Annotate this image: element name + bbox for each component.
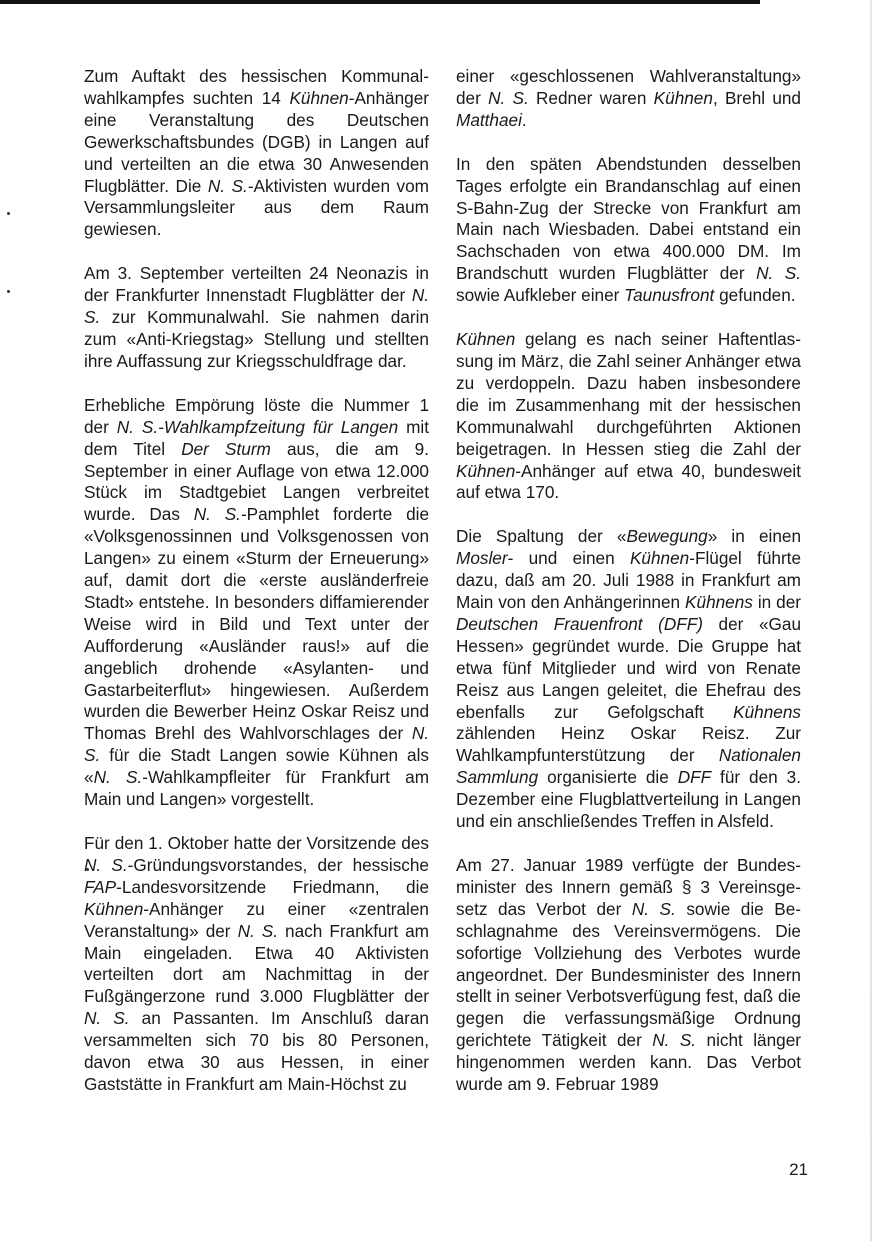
text-run: -Wahlkampfleiter für Frankfurt am Main und Langen» vorgestellt.	[84, 767, 430, 810]
page-number: 21	[789, 1160, 808, 1179]
paragraph	[456, 526, 801, 833]
italic-run: Matthaei	[456, 109, 522, 130]
text-run: sowie die Beschlagnahme des Vereinsvermögens. Die sofortige Vollziehung des Verbotes wurde angeordnet. Der Bundesminister des Innern stellt in seiner Verbotsverfügung fest, daß die gegen die verfassungsmäßige Ordnung gerichtete Tätigkeit der	[456, 898, 801, 1051]
italic-run: DFF	[677, 767, 712, 788]
text-run: in der	[752, 592, 801, 613]
italic-run: N. S.	[488, 87, 529, 108]
italic-run: Kühnen	[456, 329, 516, 350]
text-run: an Passanten. Im Anschluß daran versammelten sich 70 bis 80 Personen, davon etwa 30 aus Hessen, in einer Gaststätte in Frankfurt am Main-Höchst zu	[84, 1008, 429, 1094]
italic-run: N. S.	[207, 175, 248, 196]
italic-run: N. S.	[84, 285, 429, 328]
text-run: nach Frankfurt am Main eingeladen. Etwa 40 Aktivisten verteilten dort am Nachmittag in der Fußgängerzone rund 3.000 Flugblätter der	[84, 920, 429, 1007]
text-run: In den späten Abendstunden desselben Tages erfolgte ein Brandanschlag auf einen S-Bahn-Zug der Strecke von Frankfurt am Main nach Wiesbaden. Dabei entstand ein Sachschaden von etwa 400.000 DM. Im Brandschutt wurden Flugblätter der	[456, 153, 801, 284]
italic-run: Kühnen	[289, 87, 349, 108]
right-text-column	[456, 66, 801, 1096]
text-run: Die Spaltung der «	[456, 526, 627, 547]
italic-run: N. S.	[93, 767, 143, 788]
text-run: Zum Auftakt des hessischen Kommunalwahlkampfes suchten 14	[84, 66, 429, 108]
italic-run: N. S.	[652, 1030, 697, 1051]
paragraph	[84, 263, 429, 373]
italic-run: N. S.	[84, 854, 128, 875]
italic-run: Deutschen Frauenfront (DFF)	[456, 613, 703, 634]
text-run: -Flügel führte dazu, daß am 20. Juli 1988 in Frankfurt am Main von den Anhängerinnen	[456, 548, 802, 613]
italic-run: Kühnen	[629, 548, 690, 569]
text-run: , Brehl und	[712, 87, 801, 108]
text-run: mit dem Titel	[84, 416, 430, 459]
text-run: zählenden Heinz Oskar Reisz. Zur Wahlkampfunterstützung der	[456, 723, 801, 766]
text-run: nicht länger hingenommen werden kann. Das Verbot wurde am 9. Februar 1989	[456, 1030, 802, 1095]
text-run: für die Stadt Langen sowie Kühnen als «	[84, 745, 429, 788]
italic-run: N. S.-Wahlkampfzeitung für Langen	[116, 416, 399, 437]
text-run: -Anhänger eine Veranstaltung des Deutschen Gewerkschaftsbundes (DGB) in Langen auf und verteilten an die etwa 30 Anwesenden Flugblätter. Die	[84, 87, 429, 196]
page-edge-shadow	[870, 0, 872, 1241]
text-run: » in einen	[707, 526, 801, 547]
text-run: -Aktivisten wurden vom Versammlungsleiter aus dem Raum gewiesen.	[84, 175, 429, 240]
italic-run: Kühnen	[653, 87, 713, 108]
italic-run: Kühnen	[456, 460, 516, 481]
scan-speck	[7, 290, 10, 293]
text-run: der «Gau Hessen» gegründet wurde. Die Gruppe hat etwa fünf Mitglieder und wird von Renate Reisz aus Langen geleitet, die Ehefrau des ebenfalls zur Gefolgschaft	[456, 613, 801, 722]
text-run: organisierte die	[538, 767, 678, 788]
italic-run: N. S.	[84, 1008, 130, 1029]
paragraph	[84, 833, 429, 1096]
text-run: -Anhänger zu einer «zentralen Veranstaltung» der	[84, 898, 429, 941]
text-run: Redner waren	[528, 87, 654, 108]
text-run: aus, die am 9. September in einer Auflage von etwa 12.000 Stück im Stadtgebiet Langen verbreitet wurde. Das	[84, 438, 430, 525]
italic-run: FAP	[84, 876, 117, 897]
italic-run: N. S.	[631, 898, 676, 919]
text-run: gelang es nach seiner Haftentlassung im März, die Zahl seiner Anhänger etwa zu verdoppeln. Dazu haben insbesondere die im Zusammenhang mit der hessischen Kommunalwahl durchgeführten Aktionen beigetragen. In Hessen stieg die Zahl der	[456, 329, 801, 459]
italic-run: N. S.	[193, 504, 241, 525]
italic-run: Nationalen Sammlung	[456, 745, 801, 788]
italic-run: Kühnen	[84, 898, 144, 919]
text-run: .	[521, 109, 527, 130]
text-run: sowie Aufkleber einer	[456, 285, 625, 306]
italic-run: N. S.	[237, 920, 279, 941]
text-run: Für den 1. Oktober hatte der Vorsitzende des	[84, 833, 429, 853]
text-run: - und einen	[507, 548, 630, 569]
paragraph	[456, 855, 801, 1096]
paragraph	[84, 66, 429, 241]
text-run: -Pamphlet forderte die «Volksgenossinnen und Volksgenossen von Langen» zu einem «Sturm der Erneuerung» auf, damit dort die «erste ausländerfreie Stadt» entstehe. In besonders diffamierender Weise wird in Bild und Text unter der Aufforderung «Ausländer raus!» auf die angeblich drohende «Asylanten- und Gastarbeiterflut» hingewiesen. Außerdem wurden die Bewerber Heinz Oskar Reisz und Thomas Brehl des Wahlvorschlages der	[84, 504, 430, 744]
italic-run: Taunusfront	[624, 285, 715, 306]
paragraph	[456, 329, 801, 504]
text-run: gefunden.	[714, 285, 796, 306]
top-border-rule	[0, 0, 760, 4]
text-run: Am 27. Januar 1989 verfügte der Bundesminister des Innern gemäß § 3 Vereinsgesetz das Verbot der	[456, 855, 801, 919]
left-text-column	[84, 66, 429, 1096]
paragraph	[456, 66, 801, 132]
italic-run: Bewegung	[626, 526, 708, 547]
italic-run: Kühnens	[733, 701, 801, 722]
italic-run: N. S.	[756, 263, 801, 284]
paragraph	[84, 395, 429, 811]
text-run: Erhebliche Empörung löste die Nummer 1 der	[84, 394, 429, 437]
text-run: für den 3. Dezember eine Flugblattverteilung in Langen und ein anschließendes Treffen in Alsfeld.	[456, 767, 801, 832]
italic-run: N. S.	[84, 723, 429, 766]
italic-run: Der Sturm	[181, 438, 271, 459]
text-run: -Landesvorsitzende Friedmann, die	[116, 876, 429, 897]
italic-run: Mosler	[456, 548, 508, 569]
text-run: einer «geschlossenen Wahlveranstaltung» der	[456, 66, 801, 108]
italic-run: Kühnens	[685, 592, 753, 613]
text-run: zur Kommunalwahl. Sie nahmen darin zum «Anti-Kriegstag» Stellung und stellten ihre Auffassung zur Kriegsschuldfrage dar.	[84, 307, 429, 371]
text-run: -Anhänger auf etwa 40, bundesweit auf etwa 170.	[456, 460, 801, 503]
text-run: Am 3. September verteilten 24 Neonazis in der Frankfurter Innenstadt Flugblätter der	[84, 263, 429, 306]
paragraph	[456, 154, 801, 307]
scan-speck	[7, 212, 10, 215]
text-run: -Gründungsvorstandes, der hessische	[127, 854, 429, 875]
